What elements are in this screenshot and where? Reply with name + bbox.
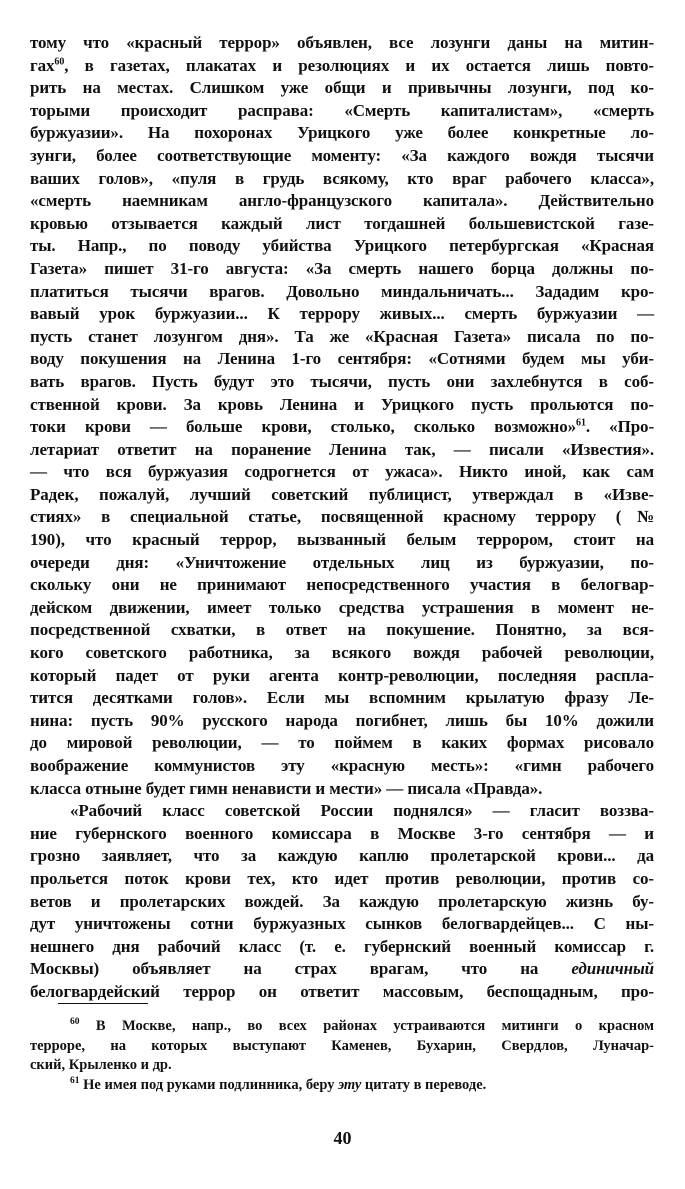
footnote-ref-60[interactable]: 60 (54, 55, 65, 67)
text-line: вать врагов. Пусть будут это тысячи, пусть они захлебнутся в соб- (30, 371, 654, 391)
footnote-mark: 61 (70, 1075, 80, 1086)
text-line: пусть станет лозунгом дня». Та же «Красная Газета» писала по по- (30, 326, 654, 346)
text-line: летариат ответит на поранение Ленина так, — писали «Известия». (30, 439, 654, 459)
text-line: очереди дня: «Уничтожение отдельных лиц из буржуазии, по- (30, 552, 654, 572)
text-line: ние губернского военного комиссара в Москве 3-го сентября — и (30, 823, 654, 843)
text-line: дут уничтожены сотни буржуазных сынков белогвардейцев... С ны- (30, 914, 654, 934)
text-line: Газета» пишет 31-го августа: «За смерть нашего борца должны по- (30, 258, 654, 278)
text-line-paragraph-start: «Рабочий класс советской России поднялся» — гласит воззва- (70, 801, 654, 821)
text-line: прольется поток крови тех, кто идет против революции, против со- (30, 868, 654, 888)
text-line: кого советского работника, за всякого вождя рабочей революции, (30, 643, 654, 663)
footnote-line: терроре, на которых выступают Каменев, Бухарин, Свердлов, Луначар- (30, 1037, 654, 1054)
text-line: тому что «красный террор» объявлен, все лозунги даны на митин- (30, 33, 654, 52)
text-line: ственной крови. За кровь Ленина и Урицкого пусть прольются по- (30, 394, 654, 414)
text-line: посредственной схватки, в ответ на покушение. Понятно, за вся- (30, 620, 654, 640)
footnote-divider (58, 1003, 148, 1004)
text-line: дейском движении, имеет только средства устрашения в момент не- (30, 597, 654, 617)
line-segment: Не имея под руками подлинника, беру (79, 1076, 339, 1093)
text-line: грозно заявляет, что за каждую каплю пролетарской крови... да (30, 846, 654, 866)
text-line: тится десятками голов». Если мы вспомним крылатую фразу Ле- (30, 688, 654, 708)
text-line: буржуазии». На похоронах Урицкого уже более конкретные ло- (30, 123, 654, 143)
line-segment: Москвы) объявляет на страх врагам, что на (30, 959, 572, 979)
text-line: стиях» в специальной статье, посвященной красному террору (№ (30, 507, 654, 527)
footnote-line: ский, Крыленко и др. (30, 1057, 172, 1073)
text-line: платиться тысячи врагов. Довольно миндальничать... Зададим кро- (30, 281, 654, 301)
page-number: 40 (333, 1128, 352, 1148)
text-line (30, 416, 654, 439)
text-line: торыми происходит расправа: «Смерть капиталистам», «смерть (30, 100, 654, 120)
text-line: Радек, пожалуй, лучший советский публицист, утверждал в «Изве- (30, 484, 654, 504)
text-line: воду покушения на Ленина 1-го сентября: «Сотнями будем мы уби- (30, 349, 654, 369)
text-line: воображение коммунистов эту «красную месть»: «гимн рабочего (30, 756, 654, 775)
line-segment: , в газетах, плакатах и резолюциях и их остается лишь повто- (64, 55, 654, 75)
emphasized-word: эту (338, 1076, 362, 1093)
text-line: кровью отзывается каждый лист тогдашней большевистской газе- (30, 213, 654, 233)
footnote-60 (30, 1017, 654, 1037)
text-line: до мировой революции, — то поймем в каких формах рисовало (30, 733, 654, 753)
text-line: который падет от руки агента контр-революции, последняя распла- (30, 665, 654, 685)
footnotes (30, 1017, 654, 1095)
text-line: белогвардейский террор он ответит массовым, беспощадным, про- (30, 981, 654, 1001)
text-line: нина: пусть 90% русского народа погибнет, лишь бы 10% дожили (30, 710, 654, 730)
footnote-61 (30, 1076, 654, 1096)
text-line: 190), что красный террор, вызванный белым террором, стоит на (30, 530, 654, 550)
text-line: класса отныне будет гимн ненависти и мести» — писала «Правда». (30, 778, 543, 798)
text-line: — что вся буржуазия содрогнется от ужаса». Никто иной, как сам (30, 462, 654, 482)
text-line: ваших голов», «пуля в грудь всякому, кто враг рабочего класса», (30, 168, 654, 188)
text-line: вавый урок буржуазии... К террору живых... смерть буржуазии — (30, 304, 654, 324)
body-text (30, 32, 654, 1004)
text-line: зунги, более соответствующие моменту: «За каждого вождя тысячи (30, 145, 654, 165)
line-segment: В Москве, напр., во всех районах устраиваются митинги о красном (79, 1018, 654, 1034)
line-segment: токи крови — больше крови, столько, сколько возможно» (30, 417, 577, 437)
text-line: скольку они не принимают непосредственного участия в белогвар- (30, 575, 654, 595)
text-line: нешнего дня рабочий класс (т. е. губернский военный комиссар г. (30, 936, 654, 956)
text-line: «смерть наемникам англо-французского капитала». Действительно (30, 191, 654, 211)
line-segment: гах (30, 55, 55, 75)
emphasized-word: единичный (571, 959, 654, 979)
text-line (30, 958, 654, 981)
text-line: ветов и пролетарских вождей. За каждую пролетарскую жизнь бу- (30, 891, 654, 911)
text-line: ты. Напр., по поводу убийства Урицкого петербургская «Красная (30, 236, 654, 256)
text-line (30, 55, 654, 78)
line-segment: цитату в переводе. (361, 1076, 487, 1093)
footnote-ref-61[interactable]: 61 (576, 417, 586, 429)
footnote-mark: 60 (70, 1017, 80, 1028)
line-segment: . «Про- (585, 417, 655, 437)
text-line: рить на местах. Слишком уже общи и привычны лозунги, под ко- (30, 78, 654, 98)
